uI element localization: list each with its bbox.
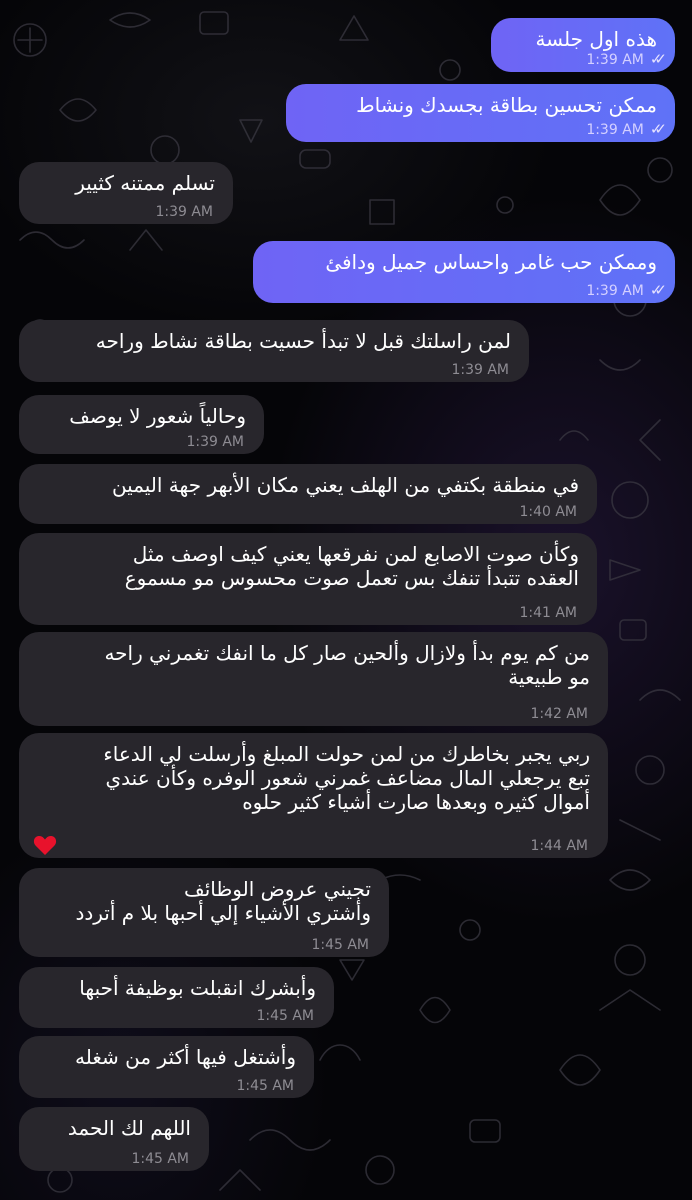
message-time: 1:42 AM (530, 706, 588, 722)
message-line: من كم يوم بدأ ولازال وألحين صار كل ما انفك تغمرني راحه (104, 641, 590, 665)
message-text: وحالياً شعور لا يوصف (69, 404, 246, 428)
message-text: ممكن تحسين بطاقة بجسدك ونشاط (356, 93, 657, 117)
message-text: تسلم ممتنه كثيير (75, 171, 215, 195)
message-meta (19, 838, 588, 854)
message-meta (586, 51, 659, 68)
message-time: 1:45 AM (311, 937, 369, 953)
message-time: 1:41 AM (519, 605, 577, 621)
incoming-message[interactable] (19, 868, 389, 957)
incoming-message[interactable] (19, 632, 608, 726)
message-line: تجيني عروض الوظائف (183, 877, 371, 901)
outgoing-message[interactable] (491, 18, 675, 72)
incoming-message[interactable] (19, 733, 608, 858)
message-text (37, 542, 579, 590)
read-receipt-icon: ✓✓ (649, 50, 659, 68)
message-line: ربي يجبر بخاطرك من لمن حولت المبلغ وأرسلت لي الدعاء (103, 742, 590, 766)
message-line: مو طبيعية (508, 665, 590, 689)
message-time: 1:39 AM (155, 204, 213, 220)
incoming-message[interactable] (19, 320, 529, 382)
message-meta (19, 1078, 294, 1094)
message-meta (19, 204, 213, 220)
message-line: العقده تتبدأ تنفك بس تعمل صوت محسوس مو مسموع (124, 566, 579, 590)
message-line: وكأن صوت الاصابع لمن نفرقعها يعني كيف اوصف مثل (132, 542, 579, 566)
message-meta (19, 937, 369, 953)
incoming-message[interactable] (19, 395, 264, 454)
message-meta (19, 434, 244, 450)
read-receipt-icon: ✓✓ (649, 281, 659, 299)
message-time: 1:44 AM (530, 838, 588, 854)
message-time: 1:45 AM (256, 1008, 314, 1024)
incoming-message[interactable] (19, 162, 233, 224)
message-text: اللهم لك الحمد (67, 1116, 191, 1140)
incoming-message[interactable] (19, 967, 334, 1028)
message-meta (19, 504, 577, 520)
message-text: هذه اول جلسة (535, 27, 657, 51)
message-text: وأبشرك انقبلت بوظيفة أحبها (79, 976, 316, 1000)
message-time: 1:45 AM (236, 1078, 294, 1094)
incoming-message[interactable] (19, 533, 597, 625)
incoming-message[interactable] (19, 464, 597, 524)
message-meta (19, 362, 509, 378)
message-text: لمن راسلتك قبل لا تبدأ حسيت بطاقة نشاط وراحه (95, 329, 511, 353)
message-line: وأشتري الأشياء إلي أحبها بلا م أتردد (75, 901, 371, 925)
message-meta (19, 1151, 189, 1167)
outgoing-message[interactable] (253, 241, 675, 303)
read-receipt-icon: ✓✓ (649, 120, 659, 138)
message-time: 1:40 AM (519, 504, 577, 520)
message-text (37, 641, 590, 689)
message-meta (19, 605, 577, 621)
message-meta (19, 706, 588, 722)
message-text: وأشتغل فيها أكثر من شغله (75, 1045, 296, 1069)
message-meta (586, 282, 659, 299)
message-meta (586, 121, 659, 138)
message-text: وممكن حب غامر واحساس جميل ودافئ (325, 250, 657, 274)
message-text: في منطقة بكتفي من الهلف يعني مكان الأبهر جهة اليمين (111, 473, 579, 497)
message-meta (19, 1008, 314, 1024)
message-time: 1:39 AM (586, 283, 644, 299)
incoming-message[interactable] (19, 1036, 314, 1098)
message-time: 1:39 AM (586, 122, 644, 138)
message-time: 1:39 AM (186, 434, 244, 450)
message-time: 1:39 AM (586, 52, 644, 68)
message-line: تبع يرجعلي المال مضاعف غمرني شعور الوفره وكأن عندي (105, 766, 590, 790)
message-line: أموال كثيره وبعدها صارت أشياء كثير حلوه (242, 790, 590, 814)
incoming-message[interactable] (19, 1107, 209, 1171)
message-time: 1:39 AM (451, 362, 509, 378)
message-text (37, 877, 371, 925)
message-text (37, 742, 590, 814)
message-time: 1:45 AM (131, 1151, 189, 1167)
outgoing-message[interactable] (286, 84, 675, 142)
